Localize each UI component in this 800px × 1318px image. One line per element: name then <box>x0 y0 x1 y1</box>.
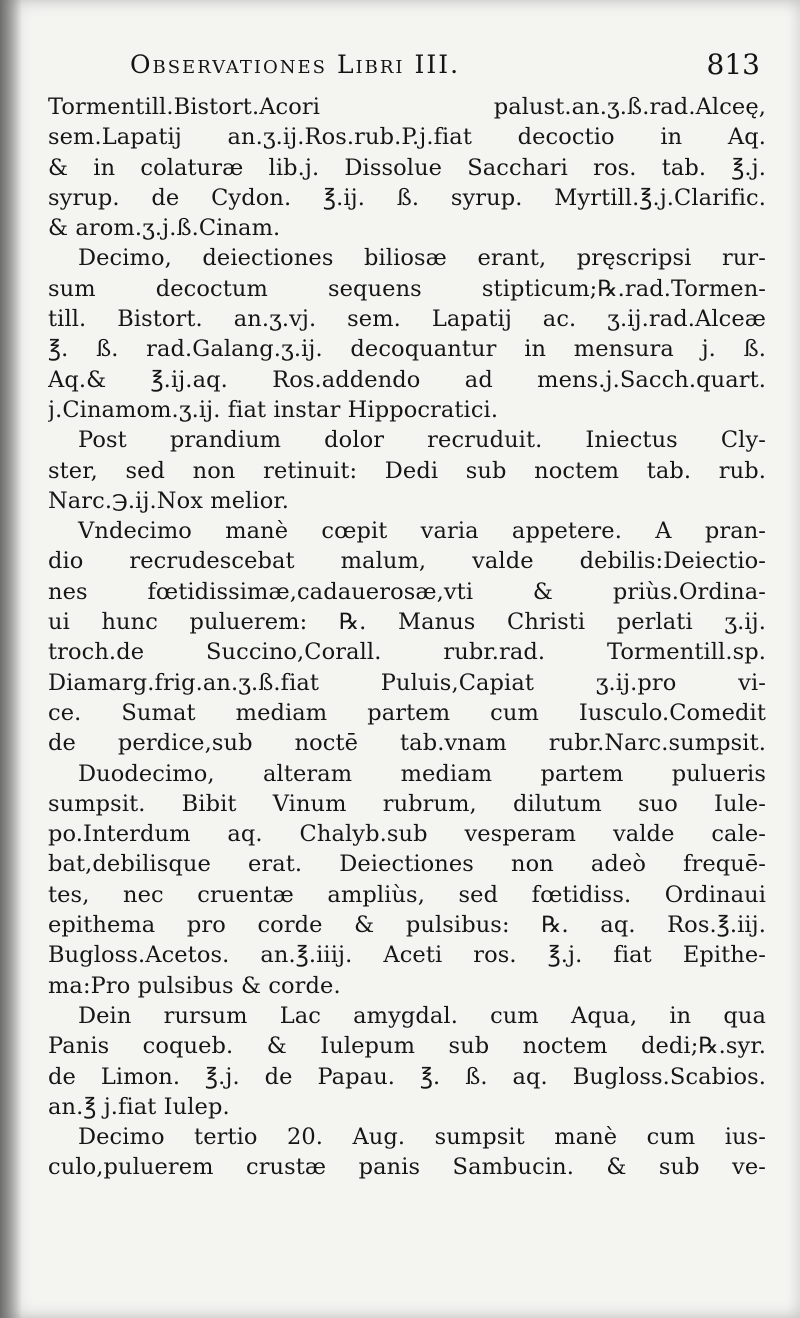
text-line: sum decoctum sequens stipticum;℞.rad.Tormen- <box>48 275 766 302</box>
text-line: ℥. ß. rad.Galang.ʒ.ij. decoquantur in mensura j. ß. <box>48 336 766 363</box>
text-line: Tormentill.Bistort.Acori palust.an.ʒ.ß.rad.Alceę, <box>48 94 766 120</box>
text-line: dio recrudescebat malum, valde debilis:Deiectio- <box>48 548 766 575</box>
text-line: Aq.& ℥.ij.aq. Ros.addendo ad mens.j.Sacch.quart. <box>48 366 766 393</box>
text-line: & in colaturæ lib.j. Dissolue Sacchari ros. tab. ℥.j. <box>48 154 766 181</box>
running-title: Observationes Libri III. <box>130 50 461 79</box>
text-line: troch.de Succino,Corall. rubr.rad. Tormentill.sp. <box>48 639 766 666</box>
text-line: sumpsit. Bibit Vinum rubrum, dilutum suo Iule- <box>48 790 766 817</box>
text-line: nes fœtidissimæ,cadauerosæ,vti & priùs.Ordina- <box>48 578 766 605</box>
text-line: Diamarg.frig.an.ʒ.ß.fiat Puluis,Capiat ʒ.ij.pro vi- <box>48 669 766 696</box>
text-line: Bugloss.Acetos. an.℥.iiij. Aceti ros. ℥.j. fiat Epithe- <box>48 942 766 969</box>
text-line: sem.Lapatij an.ʒ.ij.Ros.rub.P.j.fiat decoctio in Aq. <box>48 124 766 151</box>
text-line: po.Interdum aq. Chalyb.sub vesperam valde cale- <box>48 821 766 848</box>
text-line: Decimo, deiectiones biliosæ erant, pręscripsi rur- <box>78 245 766 272</box>
text-line: Vndecimo manè cœpit varia appetere. A pran- <box>78 518 766 545</box>
text-line: bat,debilisque erat. Deiectiones non adeò frequē- <box>48 851 766 878</box>
text-line: Decimo tertio 20. Aug. sumpsit manè cum ius- <box>78 1124 766 1151</box>
text-line: Post prandium dolor recruduit. Iniectus Cly- <box>78 427 766 454</box>
text-line: till. Bistort. an.ʒ.vj. sem. Lapatij ac. ʒ.ij.rad.Alceæ <box>48 306 766 333</box>
text-line: tes, nec cruentæ ampliùs, sed fœtidiss. Ordinaui <box>48 881 766 908</box>
text-line: ster, sed non retinuit: Dedi sub noctem tab. rub. <box>48 457 766 484</box>
text-line: & arom.ʒ.j.ß.Cinam. <box>48 215 281 242</box>
text-line: culo,puluerem crustæ panis Sambucin. & sub ve- <box>48 1154 766 1181</box>
text-line: de Limon. ℥.j. de Papau. ℥. ß. aq. Bugloss.Scabios. <box>48 1063 766 1090</box>
text-line: ui hunc puluerem: ℞. Manus Christi perlati ʒ.ij. <box>48 609 766 636</box>
text-line: de perdice,sub noctē tab.vnam rubr.Narc.sumpsit. <box>48 730 766 757</box>
text-line: syrup. de Cydon. ℥.ij. ß. syrup. Myrtill.℥.j.Clarific. <box>48 184 766 211</box>
text-line: j.Cinamom.ʒ.ij. fiat instar Hippocratici. <box>48 396 499 423</box>
binding-shadow <box>0 0 22 1318</box>
text-line: ce. Sumat mediam partem cum Iusculo.Comedit <box>48 699 766 726</box>
text-line: Narc.℈.ij.Nox melior. <box>48 487 289 514</box>
page-header <box>130 46 760 90</box>
text-line: Duodecimo, alteram mediam partem pulueris <box>78 760 766 787</box>
text-line: an.℥ j.fiat Iulep. <box>48 1093 230 1120</box>
text-line: ma:Pro pulsibus & corde. <box>48 972 341 999</box>
text-line: Panis coqueb. & Iulepum sub noctem dedi;℞.syr. <box>48 1033 766 1060</box>
text-line: Dein rursum Lac amygdal. cum Aqua, in qua <box>78 1002 766 1029</box>
body-text <box>48 92 766 1183</box>
text-line: epithema pro corde & pulsibus: ℞. aq. Ros.℥.iij. <box>48 912 766 939</box>
page-number: 813 <box>706 48 760 81</box>
